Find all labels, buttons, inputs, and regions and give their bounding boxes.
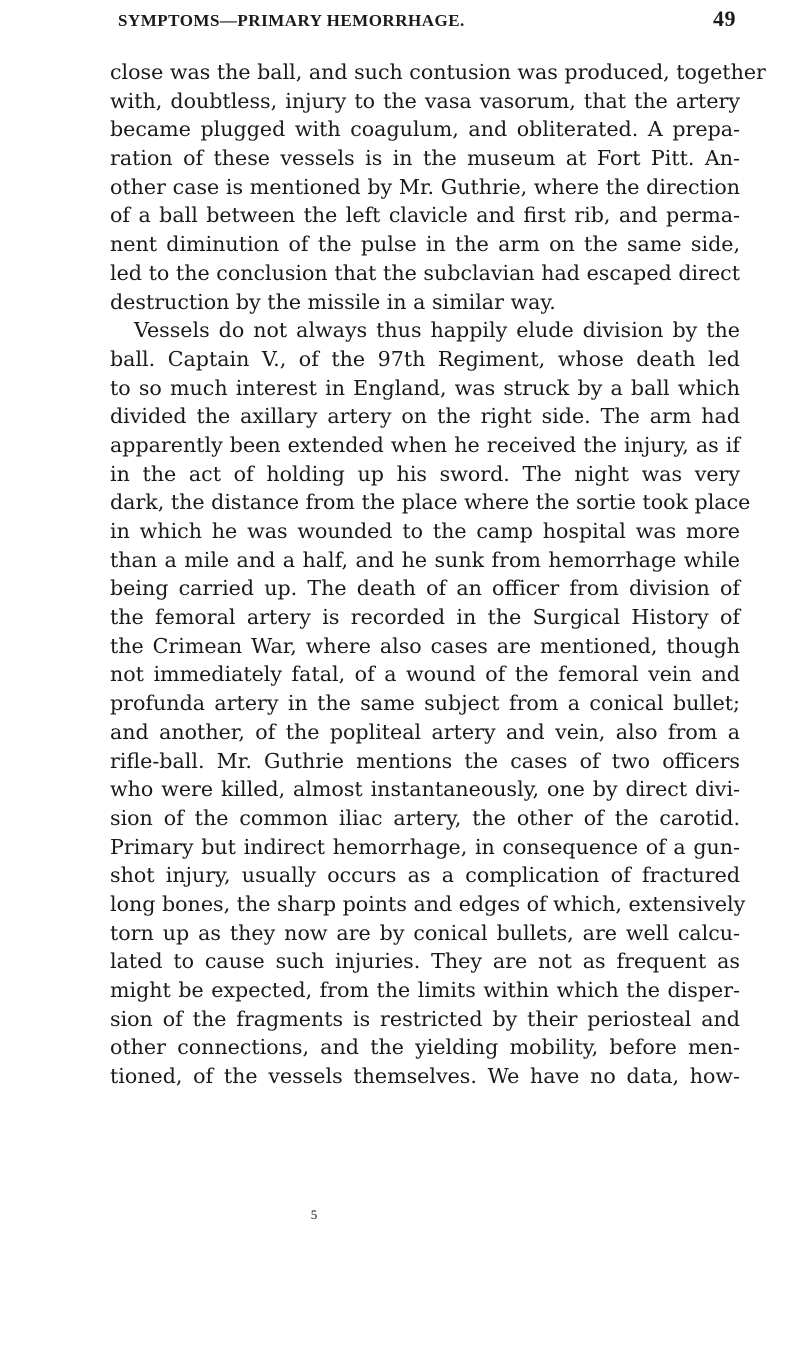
body-text (110, 58, 766, 1091)
text-line: apparently been extended when he received the injury, as if (110, 432, 740, 457)
text-line: long bones, the sharp points and edges of which, extensively (110, 891, 746, 916)
running-head (118, 6, 736, 32)
signature-number: 5 (310, 1207, 318, 1222)
text-line: torn up as they now are by conical bullets, are well calcu- (110, 920, 740, 945)
text-line: rifle-ball. Mr. Guthrie mentions the cases of two officers (110, 748, 740, 773)
text-line: not immediately fatal, of a wound of the femoral vein and (110, 662, 740, 687)
text-line: to so much interest in England, was struck by a ball which (110, 375, 740, 400)
text-line: might be expected, from the limits within which the disper- (110, 978, 740, 1002)
text-line: lated to cause such injuries. They are not as frequent as (110, 949, 740, 974)
text-line: became plugged with coagulum, and obliterated. A prepa- (110, 117, 740, 142)
text-line: ration of these vessels is in the museum at Fort Pitt. An- (110, 146, 740, 171)
text-line: sion of the common iliac artery, the other of the carotid. (110, 805, 740, 830)
text-line: shot injury, usually occurs as a complication of fractured (110, 863, 740, 888)
text-line: profunda artery in the same subject from a conical bullet; (110, 691, 740, 716)
text-line: and another, of the popliteal artery and vein, also from a (110, 719, 740, 744)
text-line: sion of the fragments is restricted by their periosteal and (110, 1006, 740, 1031)
text-line: ball. Captain V., of the 97th Regiment, whose death led (110, 346, 740, 371)
text-line: than a mile and a half, and he sunk from hemorrhage while (110, 547, 740, 572)
signature-mark (0, 1207, 800, 1223)
text-line: the femoral artery is recorded in the Surgical History of (110, 605, 740, 630)
text-line: destruction by the missile in a similar way. (110, 289, 556, 314)
text-line: being carried up. The death of an officer from division of (110, 576, 740, 601)
text-line: nent diminution of the pulse in the arm on the same side, (110, 232, 740, 257)
text-line: other case is mentioned by Mr. Guthrie, where the direction (110, 174, 740, 199)
text-line: tioned, of the vessels themselves. We have no data, how- (110, 1064, 740, 1089)
text-line: Primary but indirect hemorrhage, in consequence of a gun- (110, 834, 740, 859)
page-number: 49 (713, 6, 736, 31)
text-line: who were killed, almost instantaneously, one by direct divi- (110, 777, 740, 802)
text-line: of a ball between the left clavicle and first rib, and perma- (110, 203, 740, 228)
text-line: close was the ball, and such contusion was produced, together (110, 60, 766, 84)
text-line: in the act of holding up his sword. The night was very (110, 461, 740, 486)
text-line: led to the conclusion that the subclavian had escaped direct (110, 260, 740, 285)
chapter-title: SYMPTOMS—PRIMARY HEMORRHAGE. (118, 11, 465, 30)
text-line: with, doubtless, injury to the vasa vasorum, that the artery (110, 88, 740, 113)
text-line: other connections, and the yielding mobility, before men- (110, 1035, 740, 1060)
text-line: dark, the distance from the place where the sortie took place (110, 490, 751, 515)
text-line: the Crimean War, where also cases are mentioned, though (110, 633, 740, 658)
text-line: in which he was wounded to the camp hospital was more (110, 519, 740, 543)
paragraph-start-line: Vessels do not always thus happily elude division by the (134, 318, 740, 343)
text-line: divided the axillary artery on the right side. The arm had (110, 404, 740, 429)
